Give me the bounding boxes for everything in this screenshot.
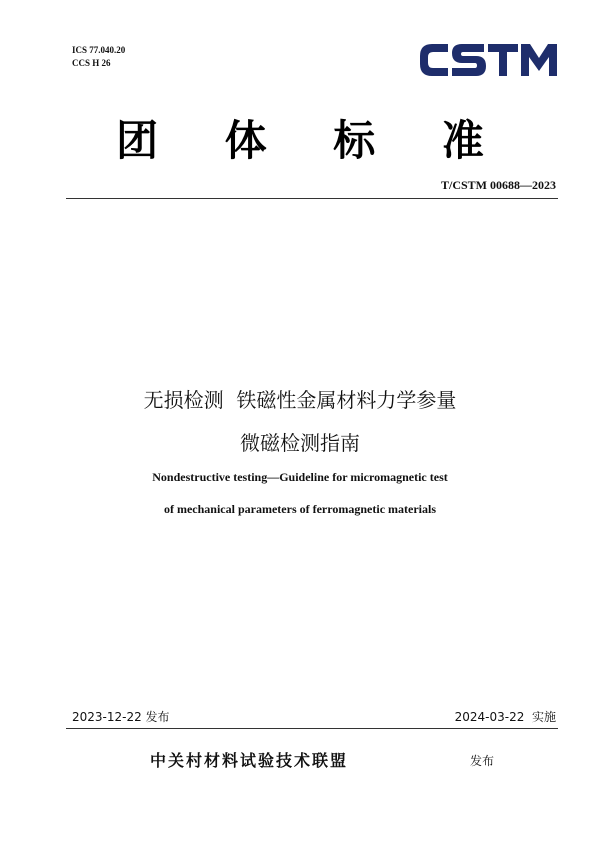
- classification-codes: [72, 44, 125, 70]
- logo-text: CSTM: [418, 36, 422, 37]
- english-title-line2: of mechanical parameters of ferromagnetic materials: [163, 502, 436, 516]
- english-title-line1: Nondestructive testing—Guideline for micromagnetic test: [152, 470, 448, 484]
- issuer-label: 发布: [470, 754, 495, 768]
- cstm-logo-graphic: [418, 36, 558, 84]
- document-type-title: 团 体 标 准: [116, 116, 510, 165]
- standard-number: T/CSTM 00688—2023: [440, 178, 556, 192]
- chinese-title-line2: 微磁检测指南: [240, 431, 360, 455]
- chinese-title-line1: 无损检测 铁磁性金属材料力学参量: [143, 388, 457, 412]
- publish-date: 2023-12-22 发布: [72, 710, 170, 724]
- bottom-divider: [66, 728, 558, 729]
- ccs-code: CCS H 26: [72, 58, 111, 68]
- cstm-logo: [418, 36, 558, 84]
- implement-date: 2024-03-22 实施: [454, 710, 556, 724]
- issuer-name: 中关村材料试验技术联盟: [150, 751, 349, 770]
- top-divider: [66, 198, 558, 199]
- ics-code: ICS 77.040.20: [72, 45, 126, 55]
